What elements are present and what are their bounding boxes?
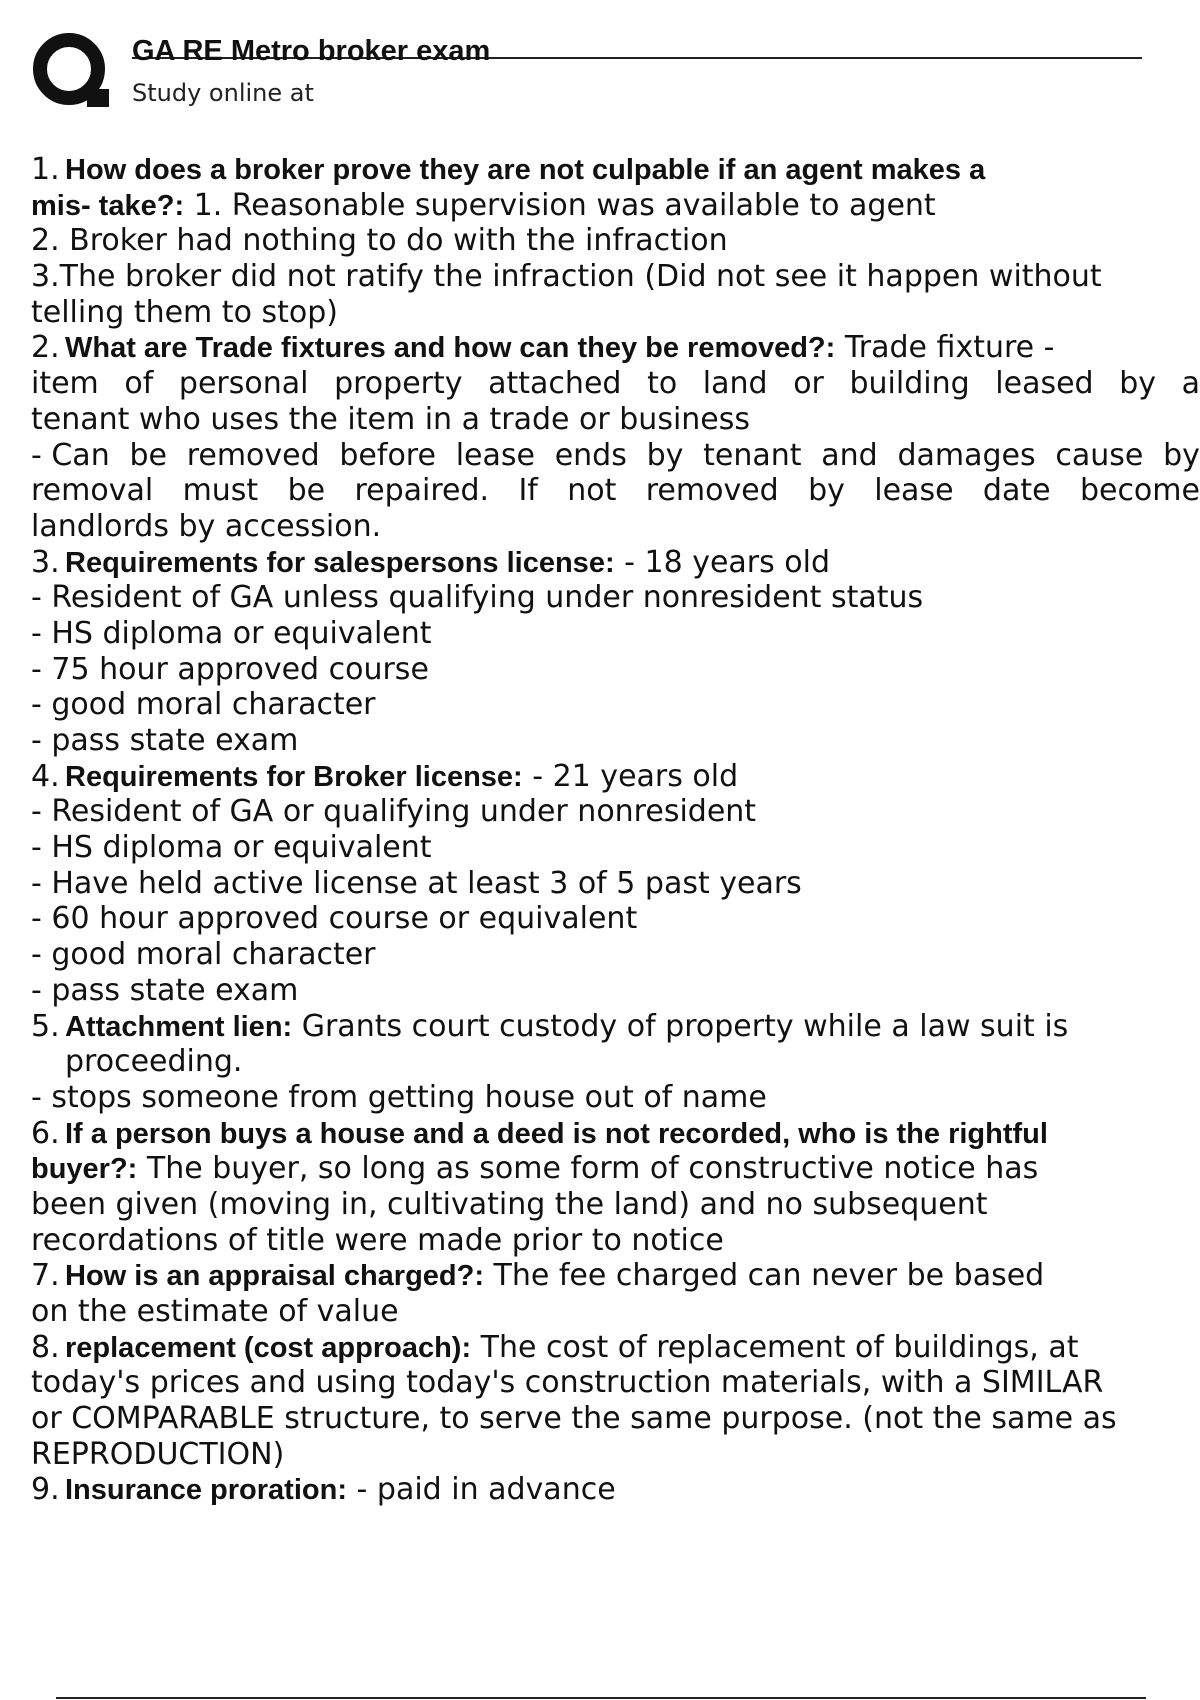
item-9-line <box>31 1472 1200 1508</box>
item-number: 1. <box>31 152 60 187</box>
item-answer-line: 2. Broker had nothing to do with the infraction <box>31 223 728 259</box>
item-answer-line: tenant who uses the item in a trade or business <box>31 401 751 437</box>
list-item: - HS diploma or equivalent <box>31 830 432 866</box>
list-item: - pass state exam <box>31 723 299 758</box>
item-question: How does a broker prove they are not culpable if an agent makes a <box>65 154 986 186</box>
item-8-line <box>31 1330 1200 1366</box>
item-6-line <box>31 1151 1200 1187</box>
item-answer-line: been given (moving in, cultivating the land) and no subsequent <box>31 1186 988 1222</box>
list-item: - 60 hour approved course or equivalent <box>31 901 638 937</box>
list-item: - 75 hour approved course <box>31 651 429 687</box>
flashcard-list <box>31 152 1200 1542</box>
item-question: Requirements for salespersons license: <box>65 546 615 579</box>
item-question: What are Trade fixtures and how can they be removed?: <box>65 332 836 365</box>
item-answer: - paid in advance <box>347 1472 616 1508</box>
item-1-line <box>31 188 1200 224</box>
item-4-line <box>31 759 1200 795</box>
item-3-line <box>31 545 1200 581</box>
item-question: buyer?: <box>31 1153 138 1186</box>
page-subtitle: Study online at <box>132 79 314 107</box>
item-7-line <box>31 1258 1200 1294</box>
item-answer-line: removal must be repaired. If not removed by lease date become <box>31 473 1200 509</box>
item-answer: - 21 years old <box>522 758 739 794</box>
item-2-line <box>31 330 1200 366</box>
list-item: - good moral character <box>31 937 376 973</box>
list-item: - Have held active license at least 3 of 5 past years <box>31 865 802 901</box>
item-number: 5. <box>31 1008 60 1044</box>
item-question: If a person buys a house and a deed is not recorded, who is the rightful <box>65 1117 1048 1150</box>
footer-rule <box>56 1697 1146 1699</box>
item-5-line <box>31 1009 1200 1045</box>
item-question: replacement (cost approach): <box>65 1331 472 1364</box>
item-number: 4. <box>31 758 60 794</box>
item-number: 7. <box>31 1258 60 1294</box>
item-answer-line: REPRODUCTION) <box>31 1436 285 1472</box>
item-number: 2. <box>31 330 60 366</box>
item-answer-line: recordations of title were made prior to notice <box>31 1222 724 1258</box>
list-item: - Resident of GA or qualifying under nonresident <box>31 794 757 830</box>
item-answer: Grants court custody of property while a law suit is <box>292 1008 1069 1044</box>
item-answer-line: - stops someone from getting house out of name <box>31 1079 767 1115</box>
item-number: 9. <box>31 1472 60 1508</box>
item-answer-line: - Can be removed before lease ends by tenant and damages cause by <box>31 437 1200 473</box>
item-answer: The buyer, so long as some form of constructive notice has <box>137 1151 1039 1187</box>
page-title: GA RE Metro broker exam <box>132 35 491 67</box>
item-answer-line: proceeding. <box>65 1044 243 1080</box>
item-answer: The fee charged can never be based <box>484 1258 1045 1294</box>
item-question: mis- take?: <box>31 189 185 222</box>
item-answer-line: today's prices and using today's construction materials, with a SIMILAR <box>31 1365 1104 1401</box>
item-answer: 1. Reasonable supervision was available to agent <box>184 187 936 223</box>
item-question: Requirements for Broker license: <box>65 760 523 793</box>
item-number: 3. <box>31 544 60 580</box>
item-answer-line: on the estimate of value <box>31 1294 399 1329</box>
item-question: Insurance proration: <box>65 1474 347 1507</box>
quizlet-logo-icon <box>31 31 111 111</box>
item-answer: Trade fixture - <box>844 330 1055 366</box>
item-number: 8. <box>31 1329 60 1365</box>
list-item: - pass state exam <box>31 972 299 1008</box>
item-answer: The cost of replacement of buildings, at <box>471 1329 1079 1365</box>
list-item: - Resident of GA unless qualifying under nonresident status <box>31 580 924 616</box>
item-question: How is an appraisal charged?: <box>65 1260 484 1293</box>
item-answer-line: or COMPARABLE structure, to serve the same purpose. (not the same as <box>31 1401 1117 1437</box>
page-header <box>0 0 1200 120</box>
item-number: 6. <box>31 1115 60 1151</box>
item-answer-line: 3.The broker did not ratify the infraction (Did not see it happen without <box>31 259 1102 295</box>
item-1-line <box>31 152 1200 188</box>
item-answer-line: landlords by accession. <box>31 508 382 544</box>
item-answer-line: telling them to stop) <box>31 294 338 330</box>
list-item: - HS diploma or equivalent <box>31 615 432 651</box>
item-question: Attachment lien: <box>65 1010 293 1043</box>
list-item: - good moral character <box>31 687 376 723</box>
item-6-line <box>31 1116 1200 1152</box>
item-answer: - 18 years old <box>614 544 831 580</box>
item-answer-line: item of personal property attached to land or building leased by a <box>31 366 1200 402</box>
